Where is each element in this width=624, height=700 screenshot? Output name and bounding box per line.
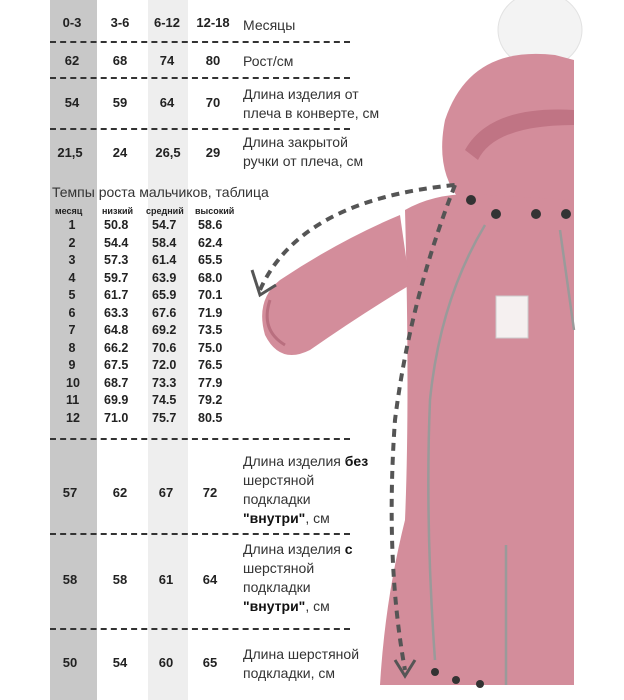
logo-patch	[496, 296, 528, 338]
growth-value: 59.7	[104, 270, 129, 285]
growth-header-low: низкий	[102, 206, 134, 216]
lining-value: 50	[62, 655, 78, 670]
growth-value: 67.5	[104, 358, 129, 372]
length-envelope-value: 70	[205, 95, 221, 110]
growth-value: 66.2	[104, 340, 129, 355]
length-envelope-value: 59	[112, 95, 128, 110]
growth-month: 4	[68, 270, 76, 285]
without-lining-value: 57	[62, 485, 78, 500]
growth-value: 63.3	[104, 305, 129, 320]
height-value: 80	[205, 53, 221, 68]
growth-month: 5	[68, 288, 76, 302]
growth-value: 69.9	[104, 393, 129, 407]
growth-value: 80.5	[198, 410, 223, 425]
growth-value: 70.1	[198, 288, 223, 302]
size-col-1: 0-3	[62, 15, 82, 30]
length-envelope-value: 64	[159, 95, 175, 110]
divider	[50, 41, 350, 43]
growth-value: 71.9	[198, 305, 223, 320]
divider	[50, 533, 350, 535]
with-lining-value: 58	[62, 572, 78, 587]
growth-value: 77.9	[198, 375, 223, 390]
sleeve	[262, 215, 410, 355]
growth-value: 69.2	[152, 323, 177, 337]
lining-label: Длина шерстяной подкладки, см	[243, 646, 360, 681]
growth-value: 71.0	[104, 410, 129, 425]
growth-header-high: высокий	[195, 206, 235, 216]
growth-table-title: Темпы роста мальчиков, таблица	[52, 184, 269, 200]
without-lining-value: 62	[112, 485, 128, 500]
growth-value: 67.6	[152, 305, 177, 320]
length-envelope-value: 54	[64, 95, 80, 110]
growth-month: 1	[68, 218, 76, 232]
growth-value: 61.7	[104, 288, 129, 302]
growth-header-mid: средний	[146, 206, 184, 216]
growth-month: 7	[68, 323, 76, 337]
growth-value: 68.7	[104, 375, 129, 390]
divider	[50, 438, 350, 440]
without-lining-value: 67	[158, 485, 174, 500]
growth-value: 64.8	[104, 323, 129, 337]
growth-value: 74.5	[152, 393, 177, 407]
length-envelope-label: Длина изделия от плеча в конверте, см	[243, 86, 380, 121]
growth-month: 11	[66, 393, 80, 407]
without-lining-label: Длина изделия без шерстяной подкладки "внутри", см	[243, 453, 369, 526]
growth-month: 3	[68, 253, 76, 267]
growth-value: 75.7	[152, 410, 177, 425]
growth-value: 65.9	[152, 288, 177, 302]
sleeve-value: 21,5	[57, 145, 83, 160]
size-col-3: 6-12	[153, 15, 181, 30]
size-col-2: 3-6	[110, 15, 130, 30]
growth-month: 12	[66, 410, 80, 425]
suit-body	[380, 194, 574, 685]
growth-value: 50.8	[104, 218, 129, 232]
growth-header-month: месяц	[55, 206, 83, 216]
growth-value: 79.2	[198, 393, 223, 407]
growth-value: 63.9	[152, 270, 177, 285]
growth-month: 10	[66, 375, 80, 390]
months-label: Месяцы	[243, 17, 296, 33]
growth-value: 65.5	[198, 253, 223, 267]
growth-value: 57.3	[104, 253, 129, 267]
size-col-4: 12-18	[196, 15, 230, 30]
growth-month: 2	[68, 235, 76, 250]
growth-month: 9	[68, 358, 76, 372]
divider	[50, 128, 350, 130]
sleeve-value: 24	[112, 145, 128, 160]
growth-value: 58.6	[198, 218, 223, 232]
height-value: 62	[64, 53, 80, 68]
height-label: Рост/см	[243, 53, 294, 69]
with-lining-value: 58	[112, 572, 128, 587]
sleeve-value: 29	[205, 145, 221, 160]
with-lining-value: 64	[202, 572, 218, 587]
divider	[50, 77, 350, 79]
growth-value: 68.0	[198, 270, 223, 285]
lining-value: 65	[202, 655, 218, 670]
height-value: 74	[159, 53, 175, 68]
growth-value: 61.4	[152, 253, 177, 267]
growth-value: 76.5	[198, 358, 223, 372]
growth-value: 54.4	[104, 235, 129, 250]
lining-value: 60	[158, 655, 174, 670]
growth-value: 75.0	[198, 340, 223, 355]
sleeve-label: Длина закрытой ручки от плеча, см	[243, 134, 364, 169]
growth-month: 6	[68, 305, 76, 320]
with-lining-value: 61	[158, 572, 174, 587]
growth-month: 8	[68, 340, 76, 355]
growth-value: 73.3	[152, 375, 177, 390]
growth-value: 73.5	[198, 323, 223, 337]
without-lining-value: 72	[202, 485, 218, 500]
growth-value: 70.6	[152, 340, 177, 355]
lining-value: 54	[112, 655, 128, 670]
with-lining-label: Длина изделия с шерстяной подкладки "внутри", см	[243, 541, 353, 614]
sleeve-value: 26,5	[155, 145, 181, 160]
growth-value: 62.4	[198, 235, 223, 250]
height-value: 68	[112, 53, 128, 68]
divider	[50, 628, 350, 630]
growth-value: 54.7	[152, 218, 177, 232]
growth-value: 72.0	[152, 358, 177, 372]
growth-value: 58.4	[152, 235, 177, 250]
